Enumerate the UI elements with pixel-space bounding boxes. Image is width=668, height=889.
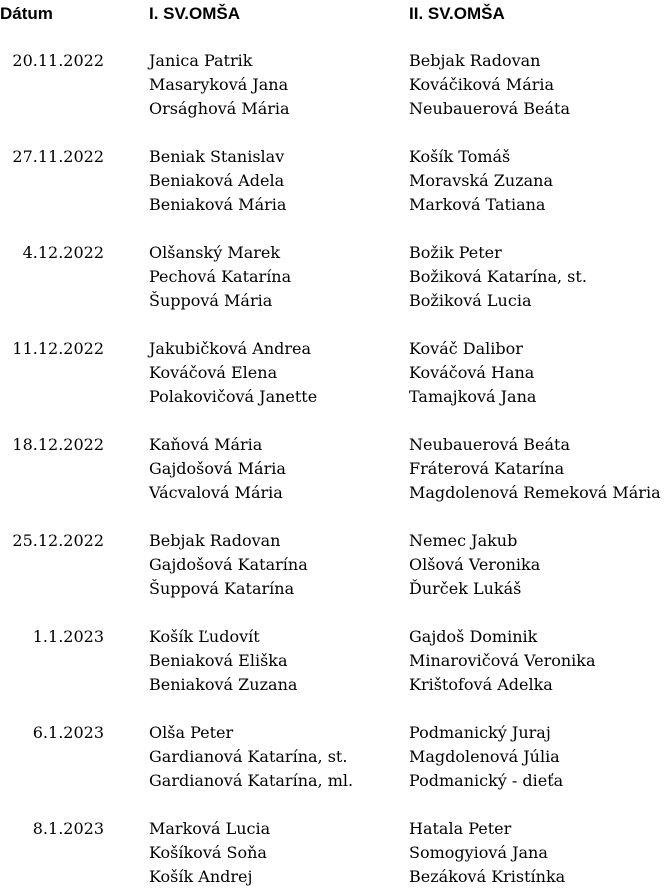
- participant-name: Marková Tatiana: [409, 195, 546, 214]
- participant-name: Nemec Jakub: [409, 531, 518, 550]
- second-mass-names: [409, 817, 668, 889]
- participant-name: Marková Lucia: [149, 819, 271, 838]
- second-mass-names: [409, 49, 668, 121]
- participant-name: Podmanický - dieťa: [409, 771, 564, 790]
- participant-name: Masaryková Jana: [149, 75, 289, 94]
- mass-date: 1.1.2023: [32, 627, 104, 646]
- first-mass-names: [149, 49, 404, 121]
- participant-name: Fráterová Katarína: [409, 459, 565, 478]
- mass-date: 6.1.2023: [32, 723, 104, 742]
- date-column-header: Dátum: [0, 4, 53, 23]
- participant-name: Kováčová Hana: [409, 363, 535, 382]
- mass-date: 27.11.2022: [12, 147, 104, 166]
- first-mass-names: [149, 145, 404, 217]
- participant-name: Košíková Soňa: [149, 843, 267, 862]
- participant-name: Kováčiková Mária: [409, 75, 555, 94]
- participant-name: Pechová Katarína: [149, 267, 292, 286]
- participant-name: Kaňová Mária: [149, 435, 263, 454]
- participant-name: Gardianová Katarína, ml.: [149, 771, 354, 790]
- participant-name: Kováčová Elena: [149, 363, 278, 382]
- participant-name: Kováč Dalibor: [409, 339, 523, 358]
- mass-date: 25.12.2022: [12, 531, 104, 550]
- participant-name: Magdolenová Remeková Mária: [409, 483, 661, 502]
- participant-name: Krištofová Adelka: [409, 675, 553, 694]
- first-mass-names: [149, 625, 404, 697]
- participant-name: Bezáková Kristínka: [409, 867, 566, 886]
- participant-name: Hatala Peter: [409, 819, 512, 838]
- participant-name: Božiková Katarína, st.: [409, 267, 587, 286]
- schedule-row: [0, 625, 668, 697]
- mass-date: 4.12.2022: [22, 243, 104, 262]
- participant-name: Olšová Veronika: [409, 555, 541, 574]
- participant-name: Jakubičková Andrea: [149, 339, 312, 358]
- schedule-row: [0, 721, 668, 793]
- participant-name: Božik Peter: [409, 243, 502, 262]
- mass-date: 18.12.2022: [12, 435, 104, 454]
- second-mass-names: [409, 337, 668, 409]
- participant-name: Olšanský Marek: [149, 243, 281, 262]
- first-mass-names: [149, 529, 404, 601]
- participant-name: Bebjak Radovan: [409, 51, 541, 70]
- second-mass-names: [409, 241, 668, 313]
- participant-name: Božiková Lucia: [409, 291, 532, 310]
- mass-date: 20.11.2022: [12, 51, 104, 70]
- participant-name: Neubauerová Beáta: [409, 99, 571, 118]
- participant-name: Olša Peter: [149, 723, 234, 742]
- first-mass-names: [149, 817, 404, 889]
- schedule-row: [0, 241, 668, 313]
- participant-name: Gajdošová Katarína: [149, 555, 308, 574]
- participant-name: Ďurček Lukáš: [409, 579, 522, 598]
- participant-name: Košík Ľudovít: [149, 627, 260, 646]
- first-mass-names: [149, 241, 404, 313]
- first-mass-names: [149, 337, 404, 409]
- participant-name: Vácvalová Mária: [149, 483, 283, 502]
- schedule-row: [0, 433, 668, 505]
- participant-name: Gardianová Katarína, st.: [149, 747, 348, 766]
- participant-name: Bebjak Radovan: [149, 531, 281, 550]
- participant-name: Podmanický Juraj: [409, 723, 551, 742]
- schedule-row: [0, 49, 668, 121]
- participant-name: Orsághová Mária: [149, 99, 290, 118]
- participant-name: Gajdoš Dominik: [409, 627, 538, 646]
- participant-name: Somogyiová Jana: [409, 843, 548, 862]
- schedule-row: [0, 145, 668, 217]
- participant-name: Beniaková Eliška: [149, 651, 288, 670]
- second-mass-column-header: II. SV.OMŠA: [409, 4, 505, 23]
- first-mass-names: [149, 433, 404, 505]
- schedule-row: [0, 817, 668, 889]
- participant-name: Magdolenová Júlia: [409, 747, 560, 766]
- participant-name: Beniak Stanislav: [149, 147, 285, 166]
- participant-name: Minarovičová Veronika: [409, 651, 596, 670]
- participant-name: Košík Andrej: [149, 867, 253, 886]
- participant-name: Košík Tomáš: [409, 147, 511, 166]
- participant-name: Neubauerová Beáta: [409, 435, 571, 454]
- second-mass-names: [409, 625, 668, 697]
- mass-date: 8.1.2023: [32, 819, 104, 838]
- participant-name: Moravská Zuzana: [409, 171, 554, 190]
- second-mass-names: [409, 721, 668, 793]
- first-mass-names: [149, 721, 404, 793]
- participant-name: Gajdošová Mária: [149, 459, 286, 478]
- participant-name: Beniaková Adela: [149, 171, 285, 190]
- participant-name: Janica Patrik: [149, 51, 253, 70]
- first-mass-column-header: I. SV.OMŠA: [149, 4, 241, 23]
- participant-name: Tamajková Jana: [409, 387, 537, 406]
- second-mass-names: [409, 145, 668, 217]
- schedule-row: [0, 337, 668, 409]
- mass-date: 11.12.2022: [12, 339, 104, 358]
- second-mass-names: [409, 529, 668, 601]
- participant-name: Beniaková Mária: [149, 195, 287, 214]
- participant-name: Polakovičová Janette: [149, 387, 318, 406]
- schedule-row: [0, 529, 668, 601]
- participant-name: Beniaková Zuzana: [149, 675, 298, 694]
- second-mass-names: [409, 433, 668, 505]
- participant-name: Šuppová Mária: [149, 291, 273, 310]
- participant-name: Šuppová Katarína: [149, 579, 295, 598]
